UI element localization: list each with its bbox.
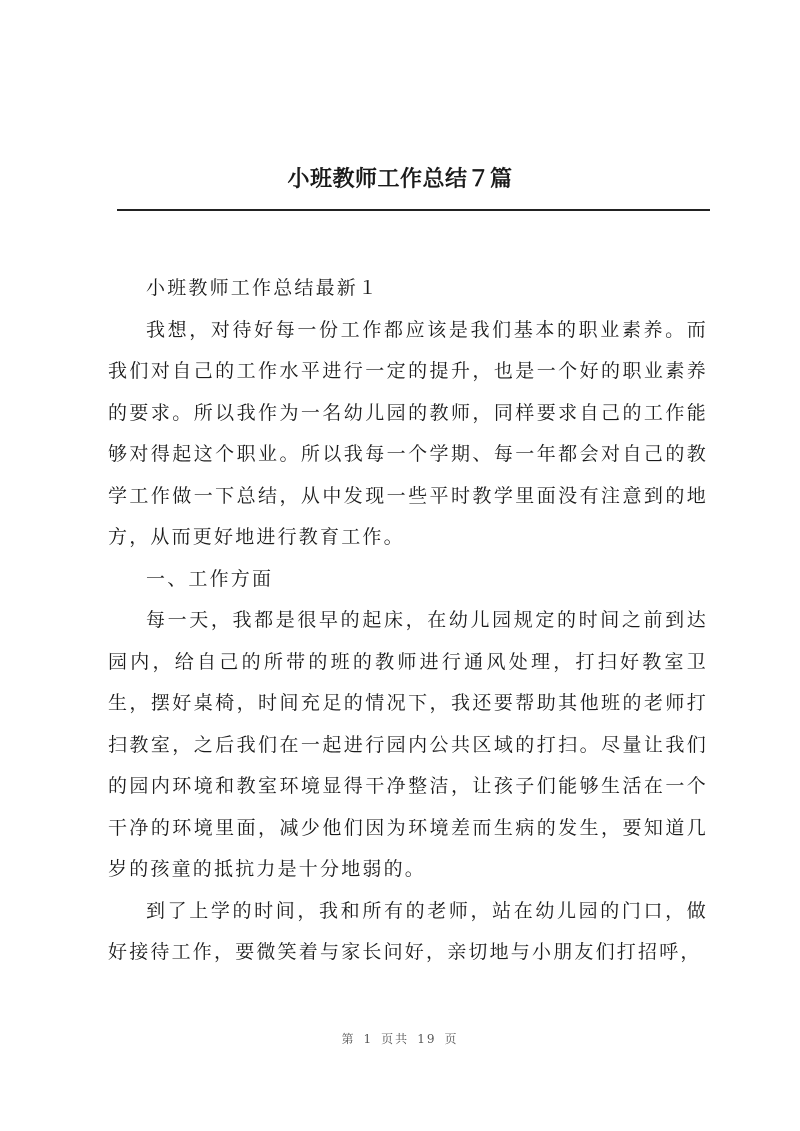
footer-mid: 页共 — [381, 1032, 410, 1046]
paragraph: 我想，对待好每一份工作都应该是我们基本的职业素养。而我们对自己的工作水平进行一定的提升，也是一个好的职业素养的要求。所以我作为一名幼儿园的教师，同样要求自己的工作能够对得起这个职业。所以我每一个学期、每一年都会对自己的教学工作做一下总结，从中发现一些平时教学里面没有注意到的地方，从而更好地进行教育工作。 — [108, 318, 708, 548]
total-pages-number: 19 — [417, 1032, 437, 1046]
page-footer — [0, 1030, 800, 1047]
page-title: 小班教师工作总结７篇 — [287, 166, 513, 192]
subheading: 一、工作方面 — [146, 567, 274, 590]
footer-prefix: 第 — [341, 1032, 356, 1046]
current-page-number: 1 — [363, 1032, 374, 1046]
footer-suffix: 页 — [444, 1032, 459, 1046]
paragraph: 每一天，我都是很早的起床，在幼儿园规定的时间之前到达园内，给自己的所带的班的教师进行通风处理，打扫好教室卫生，摆好桌椅，时间充足的情况下，我还要帮助其他班的老师打扫教室，之后我们在一起进行园内公共区域的打扫。尽量让我们的园内环境和教室环境显得干净整洁，让孩子们能够生活在一个干净的环境里面，减少他们因为环境差而生病的发生，要知道几岁的孩童的抵抗力是十分地弱的。 — [108, 609, 708, 880]
paragraph: 到了上学的时间，我和所有的老师，站在幼儿园的门口，做好接待工作，要微笑着与家长问好，亲切地与小朋友们打招呼， — [108, 899, 708, 963]
document-body — [108, 268, 708, 974]
title-divider — [117, 209, 710, 211]
section-heading: 小班教师工作总结最新１ — [146, 277, 380, 299]
